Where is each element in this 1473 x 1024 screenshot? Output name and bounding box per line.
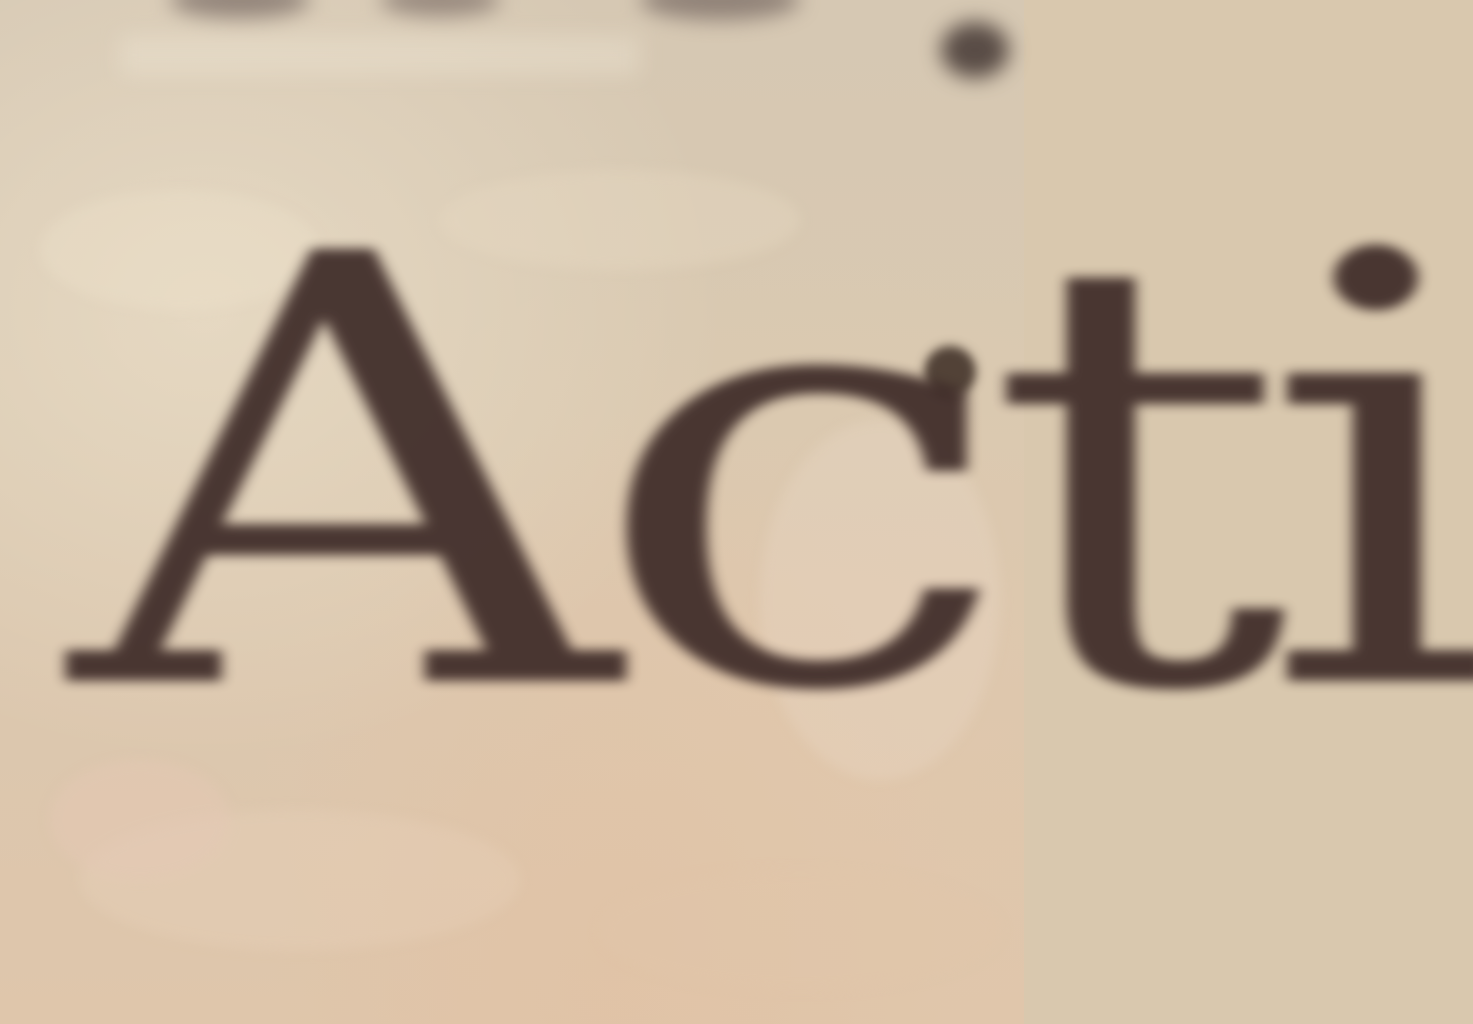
document-word: Acti: [70, 131, 1473, 822]
